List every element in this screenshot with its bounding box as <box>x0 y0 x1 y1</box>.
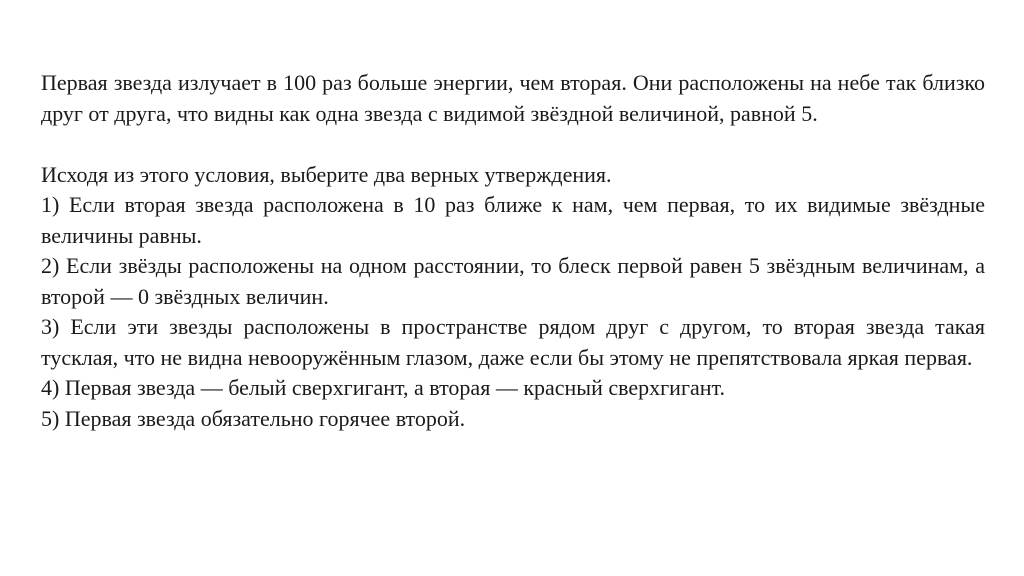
problem-instruction: Исходя из этого условия, выберите два верных утверждения. <box>41 161 612 187</box>
option-1: 1) Если вторая звезда расположена в 10 раз ближе к нам, чем первая, то их видимые звёздные величины равны. <box>41 192 985 248</box>
problem-text <box>41 68 985 434</box>
option-3: 3) Если эти звезды расположены в пространстве рядом друг с другом, то вторая звезда такая тусклая, что не видна невооружённым глазом, даже если бы этому не препятствовала яркая первая. <box>41 314 985 370</box>
problem-statement: Первая звезда излучает в 100 раз больше энергии, чем вторая. Они расположены на небе так близко друг от друга, что видны как одна звезда с видимой звёздной величиной, равной 5. <box>41 70 985 126</box>
option-5: 5) Первая звезда обязательно горячее второй. <box>41 405 466 431</box>
option-4: 4) Первая звезда — белый сверхгигант, а вторая — красный сверхгигант. <box>41 375 725 400</box>
paragraph-spacer <box>41 129 985 160</box>
option-2: 2) Если звёзды расположены на одном расстоянии, то блеск первой равен 5 звёздным величинам, а второй — 0 звёздных величин. <box>41 253 985 309</box>
